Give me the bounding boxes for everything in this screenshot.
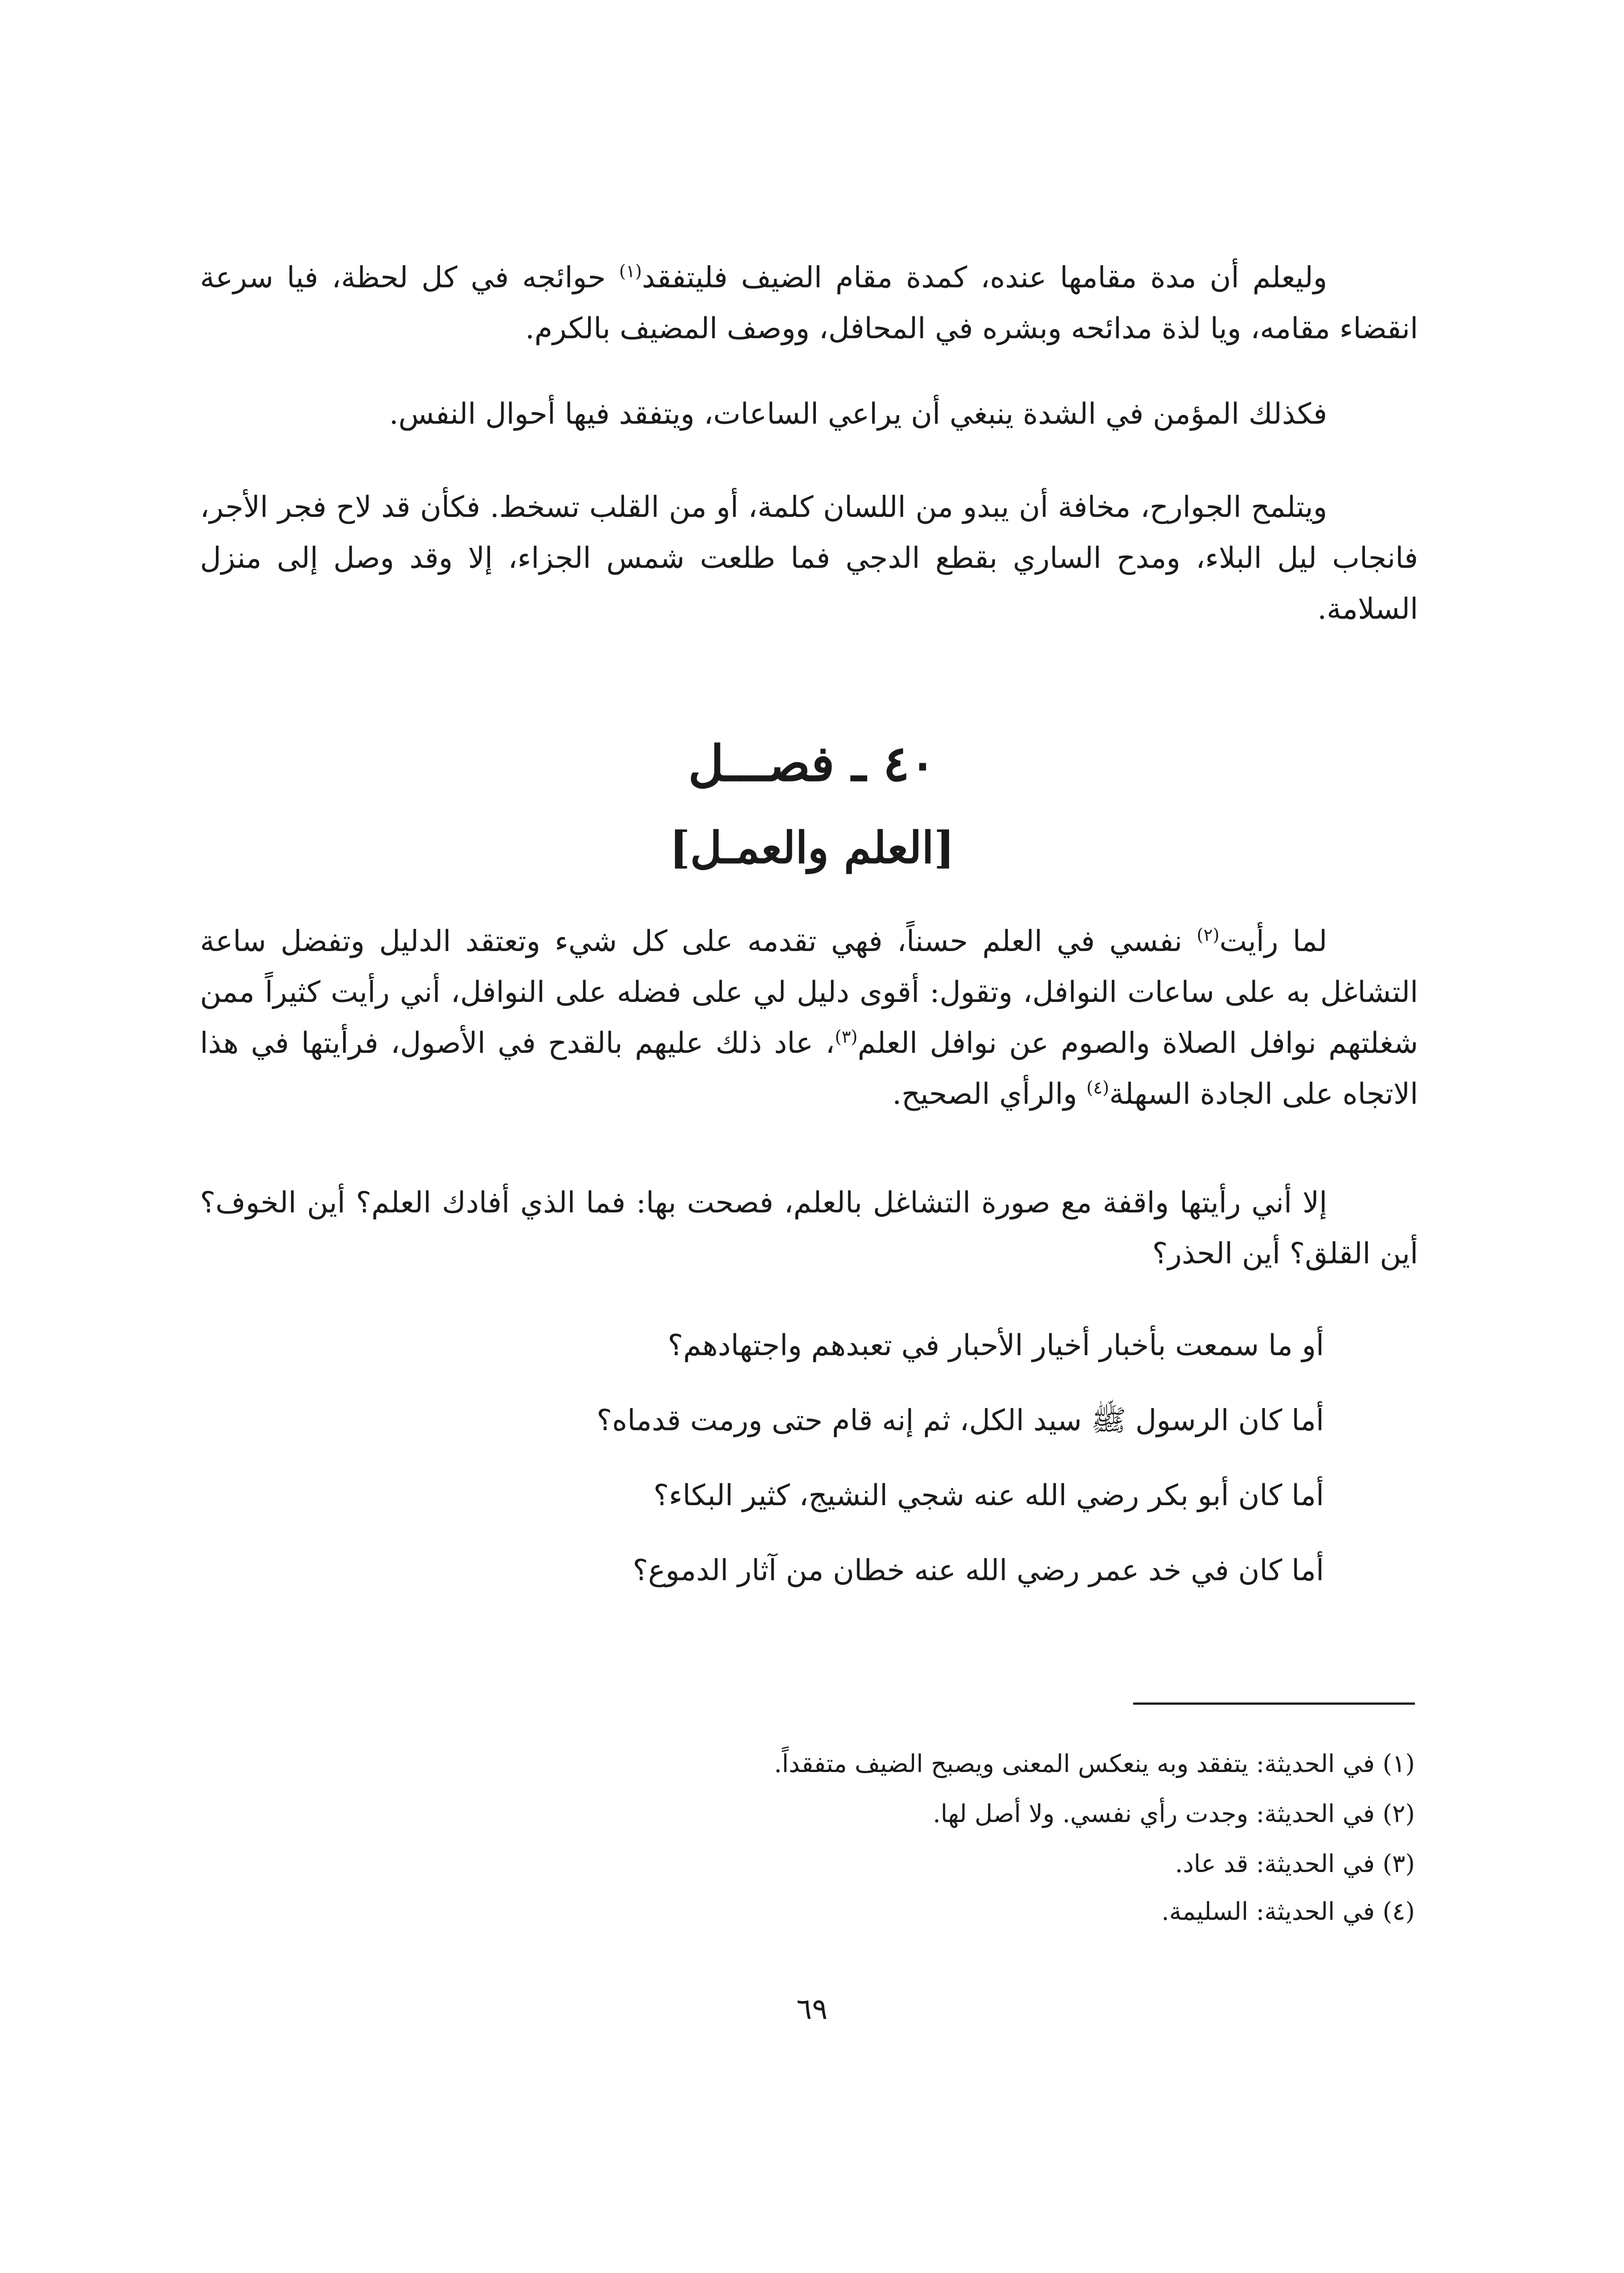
footnote-divider — [1133, 1702, 1415, 1705]
page-number: ٦٩ — [796, 1993, 828, 2026]
footnote-item: (٣) في الحديثة: قد عاد. — [1175, 1849, 1415, 1878]
paragraph-text: نفسي في العلم حسناً، فهي تقدمه على كل شيء وتعتقد الدليل وتفضل ساعة التشاغل به على ساعات النوافل، وتقول: أقوى دليل لي على فضله على النوافل، أني رأيت كثيراً ممن شغلتهم نوافل الصلاة والصوم عن نوافل العلم — [200, 925, 1419, 1060]
paragraph-text: وليعلم أن مدة مقامها عنده، كمدة مقام الضيف فليتفقد — [642, 261, 1328, 295]
paragraph-limbs: ويتلمح الجوارح، مخافة أن يبدو من اللسان كلمة، أو من القلب تسخط. فكأن قد لاح فجر الأجر، فانجاب ليل البلاء، ومدح الساري بقطع الدجي فما طلعت شمس الجزاء، إلا وقد وصل إلى منزل السلامة. — [200, 491, 1418, 626]
section-subtitle: [العلم والعمـل] — [669, 822, 955, 873]
paragraph-text: والرأي الصحيح. — [892, 1077, 1087, 1111]
footnote-item: (٢) في الحديثة: وجدت رأي نفسي. ولا أصل لها. — [933, 1799, 1415, 1828]
section-title: ٤٠ ـ فصـــل — [688, 735, 936, 792]
paragraph-believer: فكذلك المؤمن في الشدة ينبغي أن يراعي الساعات، ويتفقد فيها أحوال النفس. — [389, 397, 1327, 431]
footnote-marker: (٣) — [834, 1026, 858, 1047]
paragraph-knowledge — [200, 916, 1418, 1120]
paragraph-fear: إلا أني رأيتها واقفة مع صورة التشاغل بالعلم، فصحت بها: فما الذي أفادك العلم؟ أين الخوف؟ أين القلق؟ أين الحذر؟ — [200, 1186, 1418, 1271]
paragraph-text: لما رأيت — [1219, 925, 1328, 958]
question-line: أما كان في خد عمر رضي الله عنه خطان من آثار الدموع؟ — [632, 1554, 1324, 1587]
footnote-marker: (١) — [619, 261, 642, 281]
footnote-item: (١) في الحديثة: يتفقد وبه ينعكس المعنى ويصبح الضيف متفقداً. — [774, 1749, 1415, 1778]
question-line: أما كان الرسول ﷺ سيد الكل، ثم إنه قام حتى ورمت قدماه؟ — [596, 1404, 1324, 1437]
footnote-marker: (٢) — [1196, 925, 1219, 945]
paragraph-text: ، عاد ذلك عليهم بالقدح في الأصول، فرأيتها في هذا الاتجاه على الجادة السهلة — [200, 1026, 1418, 1111]
question-line: أو ما سمعت بأخبار أخيار الأحبار في تعبدهم واجتهادهم؟ — [667, 1329, 1324, 1362]
paragraph-text: حوائجه في كل لحظة، فيا سرعة انقضاء مقامه، ويا لذة مدائحه وبشره في المحافل، ووصف المضيف بالكرم. — [200, 261, 1418, 345]
footnote-item: (٤) في الحديثة: السليمة. — [1161, 1897, 1415, 1926]
paragraph-guest — [200, 252, 1418, 354]
footnote-marker: (٤) — [1086, 1077, 1109, 1098]
question-line: أما كان أبو بكر رضي الله عنه شجي النشيج، كثير البكاء؟ — [653, 1479, 1324, 1512]
